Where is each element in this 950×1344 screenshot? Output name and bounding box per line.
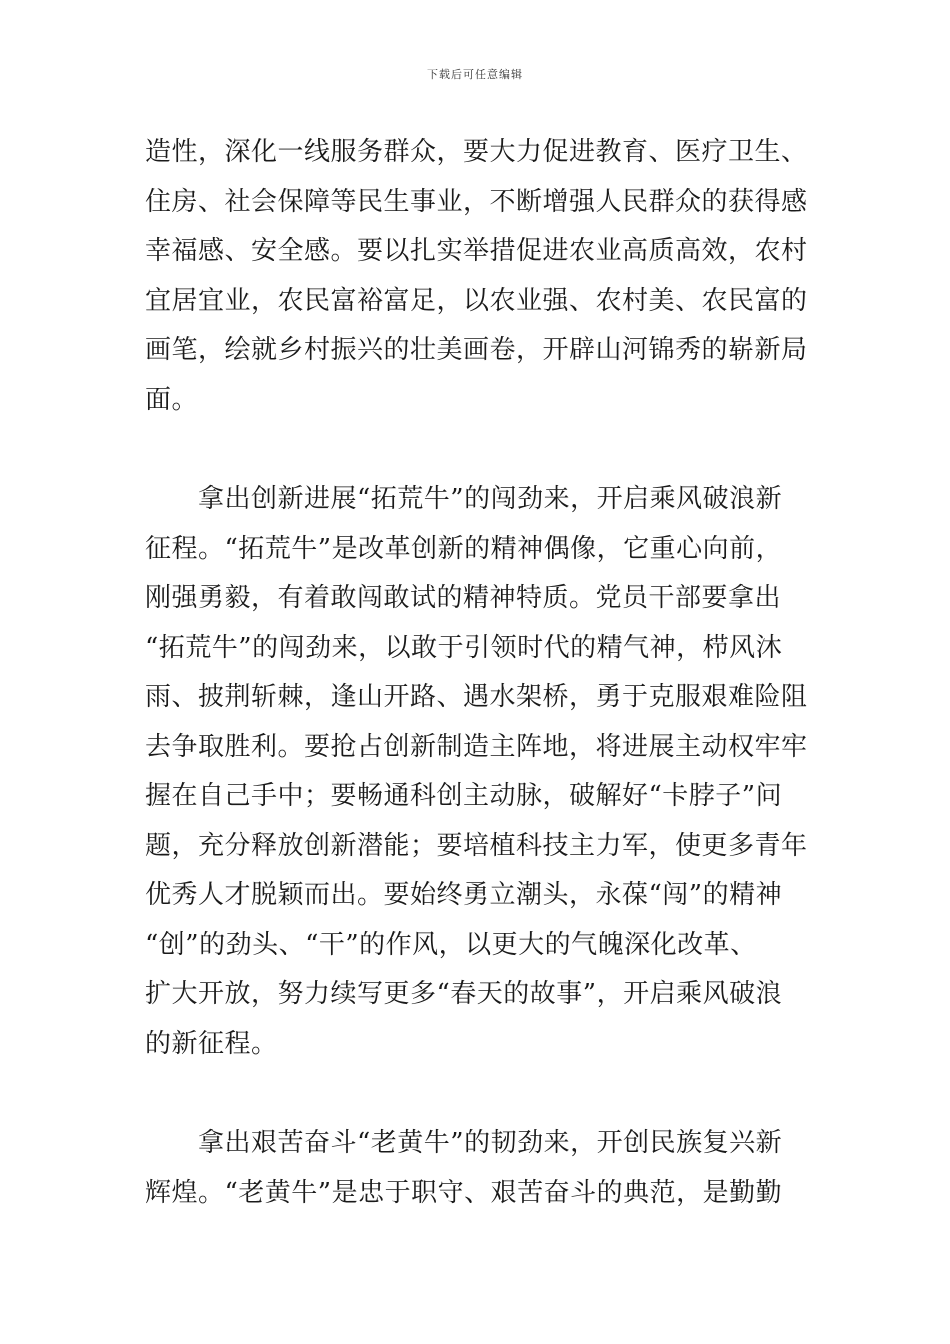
text-line: “拓荒牛”的闯劲来，以敢于引领时代的精气神，栉风沐 [145, 632, 783, 663]
text-line: 画笔，绘就乡村振兴的壮美画卷，开辟山河锦秀的崭新局 [145, 335, 808, 365]
paragraph-spacer [145, 425, 805, 475]
text-line: 题，充分释放创新潜能；要培植科技主力军，使更多青年 [145, 830, 808, 861]
text-line: 辉煌。“老黄牛”是忠于职守、艰苦奋斗的典范，是勤勤 [145, 1177, 783, 1208]
text-line: 刚强勇毅，有着敢闯敢试的精神特质。党员干部要拿出 [145, 583, 782, 613]
text-line: 去争取胜利。要抢占创新制造主阵地，将进展主动权牢牢 [145, 731, 808, 762]
text-line: 雨、披荆斩棘，逢山开路、遇水架桥，勇于克服艰难险阻 [145, 682, 808, 712]
text-line: 住房、社会保障等民生事业，不断增强人民群众的获得感 [145, 186, 808, 217]
text-line: 造性，深化一线服务群众，要大力促进教育、医疗卫生、 [145, 137, 808, 167]
text-line: 征程。“拓荒牛”是改革创新的精神偶像，它重心向前， [145, 533, 783, 564]
text-line: 拿出创新进展“拓荒牛”的闯劲来，开启乘风破浪新 [145, 484, 783, 514]
paragraph-2 [145, 475, 808, 1069]
text-line: “创”的劲头、“干”的作风，以更大的气魄深化改革、 [145, 929, 757, 960]
text-line: 的新征程。 [145, 1028, 278, 1059]
text-line: 扩大开放，努力续写更多“春天的故事”，开启乘风破浪 [145, 979, 783, 1009]
text-line: 拿出艰苦奋斗“老黄牛”的韧劲来，开创民族复兴新 [145, 1128, 783, 1158]
text-line: 握在自己手中；要畅通科创主动脉，破解好“卡脖子”问 [145, 781, 783, 811]
document-body [145, 128, 808, 1218]
paragraph-1 [145, 128, 808, 425]
text-line: 幸福感、安全感。要以扎实举措促进农业高质高效，农村 [145, 236, 808, 266]
text-line: 面。 [145, 384, 199, 415]
paragraph-spacer [145, 1069, 805, 1119]
paragraph-3 [145, 1119, 805, 1218]
text-line: 优秀人才脱颖而出。要始终勇立潮头，永葆“闯”的精神 [145, 880, 783, 910]
page-header: 下载后可任意编辑 [427, 68, 523, 81]
text-line: 宜居宜业，农民富裕富足，以农业强、农村美、农民富的 [145, 285, 808, 316]
